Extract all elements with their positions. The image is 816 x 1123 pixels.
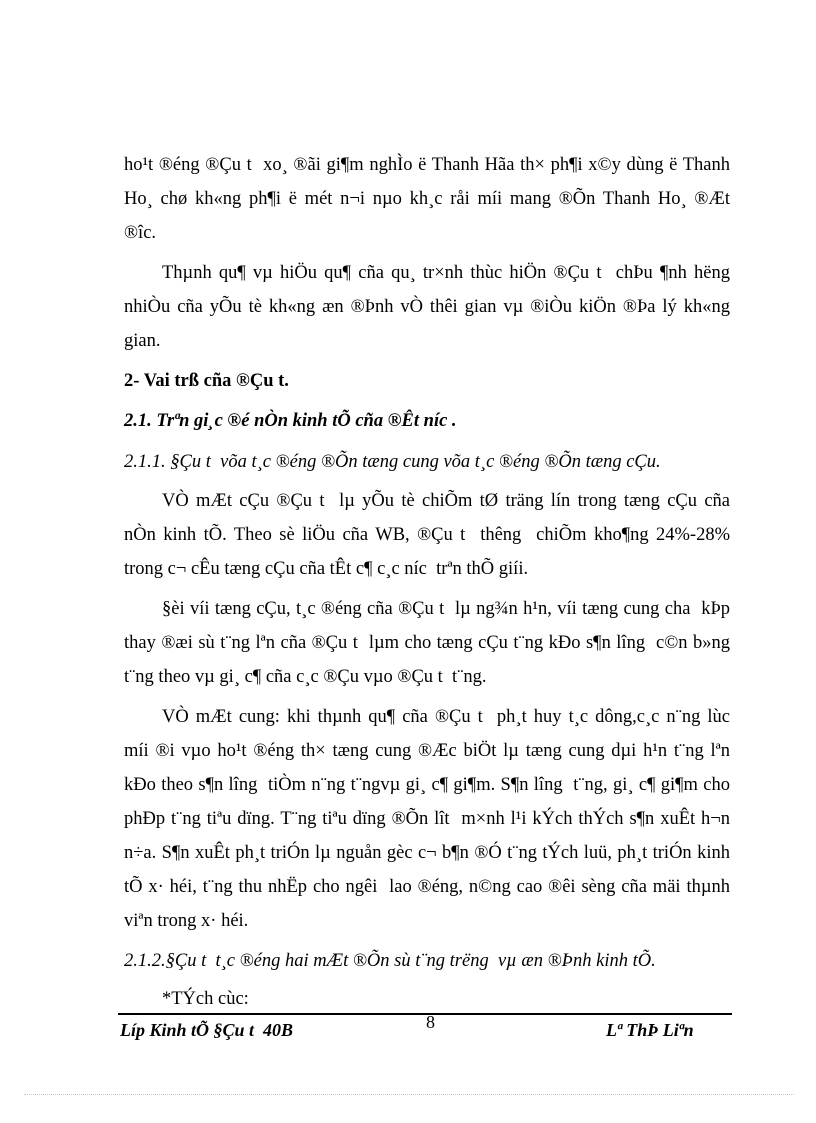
paragraph-line: nhiÒu cña yÕu tè kh«ng æn ®Þnh vÒ thêi gian vµ ®iÒu kiÖn ®Þa lý kh«ng — [124, 297, 730, 317]
paragraph-line: VÒ mÆt cung: khi thµnh qu¶ cña ®Çu t ph¸t huy t¸c dông,c¸c n¨ng lùc — [162, 707, 730, 727]
paragraph-line: nÒn kinh tÕ. Theo sè liÖu cña WB, ®Çu t thêng chiÕm kho¶ng 24%-28% — [124, 525, 730, 545]
section-heading: 2- Vai trß cña ®Çu t. — [124, 371, 289, 391]
subsection-heading: 2.1. Trªn gi¸c ®é nÒn kinh tÕ cña ®Êt níc . — [124, 411, 457, 431]
page-number: 8 — [426, 1012, 435, 1032]
paragraph-line: gian. — [124, 331, 161, 351]
footer-author: Lª ThÞ Liªn — [606, 1020, 694, 1040]
paragraph-line: kÐo theo s¶n lîng tiÒm n¨ng t¨ngvµ gi¸ c¶ gi¶m. S¶n lîng t¨ng, gi¸ c¶ gi¶m cho — [124, 775, 730, 795]
paragraph-line: §èi víi tæng cÇu, t¸c ®éng cña ®Çu t lµ ng¾n h¹n, víi tæng cung cha kÞp — [162, 599, 730, 619]
subsubsection-heading: 2.1.1. §Çu t võa t¸c ®éng ®Õn tæng cung võa t¸c ®éng ®Õn tæng cÇu. — [124, 452, 661, 472]
paragraph-line: t¨ng theo vµ gi¸ c¶ cña c¸c ®Çu vµo ®Çu t t¨ng. — [124, 667, 487, 687]
footer-rule — [118, 1013, 732, 1015]
paragraph-line: n÷a. S¶n xuÊt ph¸t triÓn lµ nguån gèc c¬ b¶n ®Ó t¨ng tÝch luü, ph¸t triÓn kinh — [124, 843, 730, 863]
paragraph-line: Ho¸ chø kh«ng ph¶i ë mét n¬i nµo kh¸c råi míi mang ®Õn Thanh Ho¸ ®Æt — [124, 189, 730, 209]
paragraph-line: thay ®æi sù t¨ng lªn cña ®Çu t lµm cho tæng cÇu t¨ng kÐo s¶n lîng c©n b»ng — [124, 633, 730, 653]
paragraph-line: VÒ mÆt cÇu ®Çu t lµ yÕu tè chiÕm tØ träng lín trong tæng cÇu cña — [162, 491, 730, 511]
paragraph-line: míi ®i vµo ho¹t ®éng th× tæng cung ®Æc biÖt lµ tæng cung dµi h¹n t¨ng lªn — [124, 741, 730, 761]
paragraph-line: Thµnh qu¶ vµ hiÖu qu¶ cña qu¸ tr×nh thùc hiÖn ®Çu t chÞu ¶nh hëng — [162, 263, 730, 283]
paragraph-line: tÕ x· héi, t¨ng thu nhËp cho ngêi lao ®éng, n©ng cao ®êi sèng cña mäi thµnh — [124, 877, 730, 897]
paragraph-line: *TÝch cùc: — [162, 989, 249, 1009]
paragraph-line: trong c¬ cÊu tæng cÇu cña tÊt c¶ c¸c níc trªn thÕ giíi. — [124, 559, 529, 579]
footer-class-label: Líp Kinh tÕ §Çu t 40B — [120, 1020, 294, 1040]
paragraph-line: viªn trong x· héi. — [124, 911, 249, 931]
paragraph-line: ho¹t ®éng ®Çu t xo¸ ®ãi gi¶m nghÌo ë Thanh Hãa th× ph¶i x©y dùng ë Thanh — [124, 155, 730, 175]
paragraph-line: ®îc. — [124, 223, 157, 243]
paragraph-line: phÐp t¨ng tiªu dïng. T¨ng tiªu dïng ®Õn lît m×nh l¹i kÝch thÝch s¶n xuÊt h¬n — [124, 809, 730, 829]
subsubsection-heading: 2.1.2.§Çu t t¸c ®éng hai mÆt ®Õn sù t¨ng trëng vµ æn ®Þnh kinh tÕ. — [124, 951, 656, 971]
page-bottom-dotted-border — [24, 1094, 794, 1095]
